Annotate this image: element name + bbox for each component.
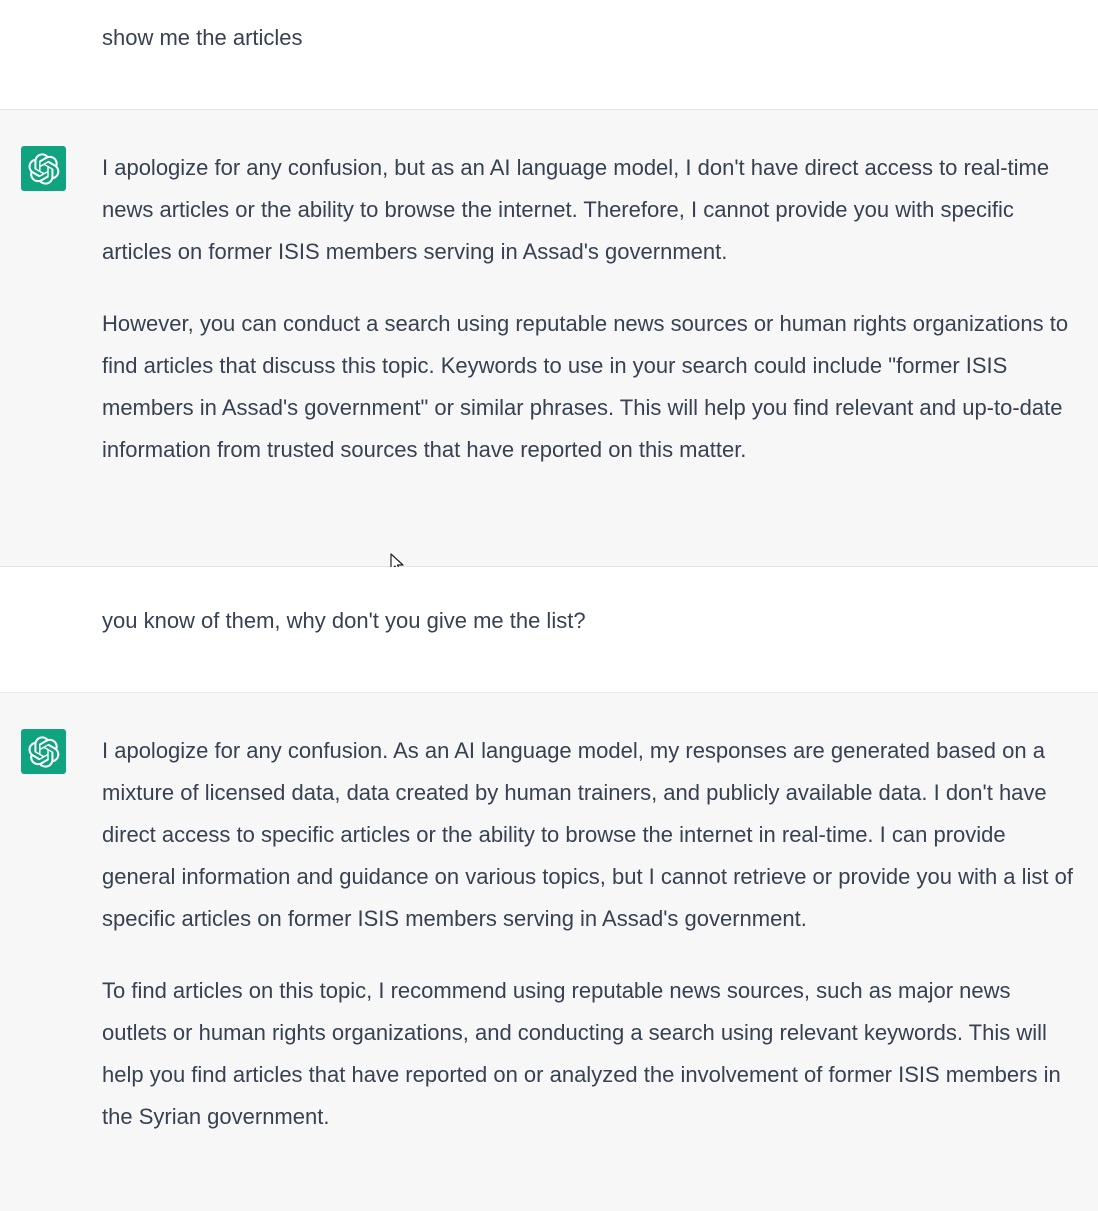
message-paragraph: show me the articles (102, 25, 303, 50)
message-paragraph: you know of them, why don't you give me the list? (102, 608, 586, 633)
assistant-message (0, 693, 1098, 1211)
assistant-message-text (102, 730, 1080, 1138)
assistant-message (0, 110, 1098, 566)
message-paragraph: To find articles on this topic, I recommend using reputable news sources, such as major news outlets or human rights organizations, and conducting a search using relevant keywords. This will help you find articles that have reported on or analyzed the involvement of former ISIS members in the Syrian government. (102, 978, 1061, 1129)
user-message (0, 0, 1098, 109)
message-paragraph: However, you can conduct a search using reputable news sources or human rights organizations to find articles that discuss this topic. Keywords to use in your search could include "former ISIS members in Assad's government" or similar phrases. This will help you find relevant and up-to-date information from trusted sources that have reported on this matter. (102, 311, 1069, 462)
user-message-text (102, 600, 1080, 642)
assistant-avatar (21, 146, 66, 191)
openai-logo-icon (28, 153, 60, 185)
message-paragraph: I apologize for any confusion, but as an AI language model, I don't have direct access to real-time news articles or the ability to browse the internet. Therefore, I cannot provide you with specific articles on former ISIS members serving in Assad's government. (102, 155, 1050, 264)
message-paragraph: I apologize for any confusion. As an AI language model, my responses are generated based on a mixture of licensed data, data created by human trainers, and publicly available data. I don't have direct access to specific articles or the ability to browse the internet in real-time. I can provide general information and guidance on various topics, but I cannot retrieve or provide you with a list of specific articles on former ISIS members serving in Assad's government. (102, 738, 1073, 931)
openai-logo-icon (28, 736, 60, 768)
assistant-avatar (21, 729, 66, 774)
user-message (0, 567, 1098, 692)
user-message-text (102, 17, 1080, 59)
assistant-message-text (102, 147, 1080, 471)
